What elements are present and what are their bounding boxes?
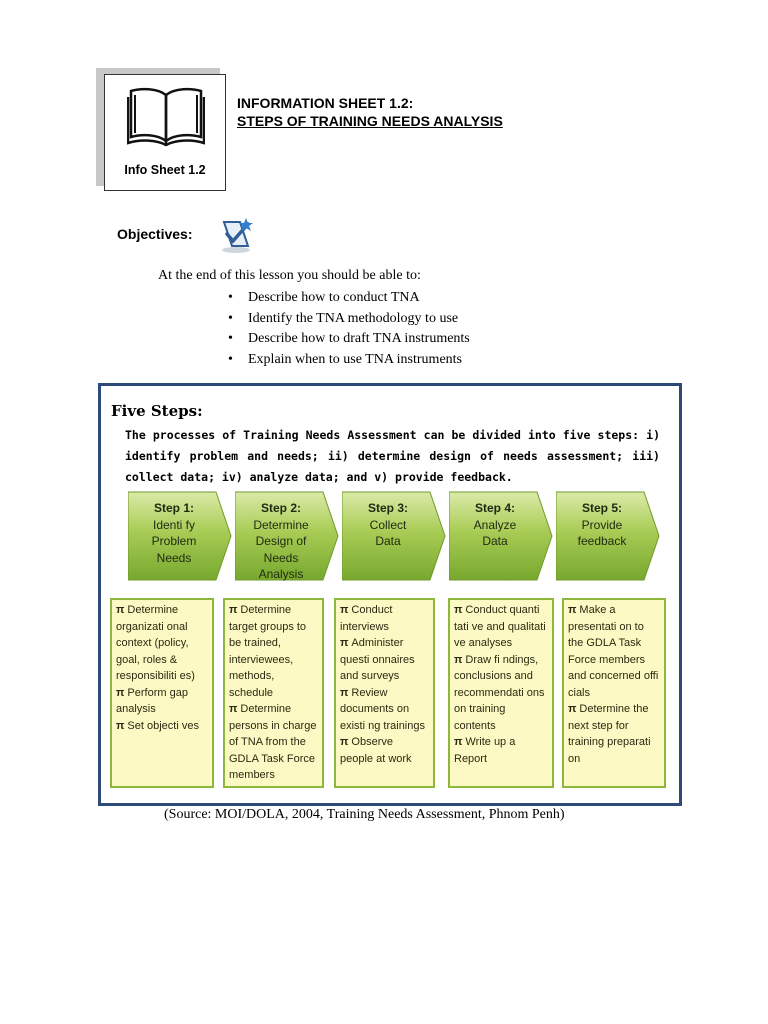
- step-detail-box-1: [110, 598, 214, 788]
- step-detail-item: π Administer questi onnaires and surveys: [340, 637, 415, 682]
- step-detail-item: π Perform gap analysis: [116, 686, 188, 715]
- step-arrow-label: [235, 500, 327, 583]
- pi-bullet-icon: π: [340, 686, 349, 699]
- step-name-line: Analyze: [473, 517, 517, 532]
- step-name-line: Data: [375, 534, 401, 548]
- step-detail-item: π Write up a Report: [454, 736, 516, 765]
- step-name-line: Needs: [156, 550, 192, 565]
- step-name-line: Data: [482, 534, 508, 548]
- step-arrow-4: [449, 490, 553, 582]
- objectives-list: [228, 288, 470, 370]
- step-arrow-2: [235, 490, 339, 582]
- pi-bullet-icon: π: [568, 703, 577, 715]
- step-name-line: Collect: [369, 517, 407, 532]
- sheet-title: INFORMATION SHEET 1.2:: [237, 95, 414, 111]
- objective-item: • Describe how to draft TNA instruments: [228, 329, 470, 350]
- step-detail-item: π Determine the next step for training preparati on: [568, 703, 651, 765]
- pi-bullet-icon: π: [454, 653, 463, 666]
- step-detail-item: π Review documents on existi ng trainings: [340, 686, 425, 732]
- pi-bullet-icon: π: [340, 736, 349, 748]
- step-detail-box-3: [334, 598, 435, 788]
- step-name-line: Analysis: [258, 567, 304, 581]
- step-detail-box-5: [562, 598, 666, 788]
- objective-item: • Explain when to use TNA instruments: [228, 350, 470, 371]
- pi-bullet-icon: π: [116, 604, 125, 616]
- step-arrow-label: [556, 500, 648, 550]
- step-arrow-label: [342, 500, 434, 550]
- step-name-line: Provide: [581, 517, 623, 532]
- five-steps-figure: [98, 383, 682, 806]
- step-arrow-3: [342, 490, 446, 582]
- step-detail-item: π Conduct interviews: [340, 604, 393, 633]
- objectives-heading: Objectives:: [117, 226, 193, 242]
- step-number: Step 2:: [260, 501, 301, 515]
- step-detail-item: π Determine persons in charge of TNA from the GDLA Task Force members: [229, 703, 317, 781]
- open-book-icon: [127, 85, 205, 147]
- step-detail-item: π Set objecti ves: [116, 719, 199, 732]
- step-arrow-label: [449, 500, 541, 550]
- step-detail-item: π Determine target groups to be trained, interviewees, methods, schedule: [229, 604, 307, 699]
- step-detail-item: π Determine organizati onal context (policy, goal, roles & responsibiliti es): [116, 604, 195, 682]
- step-number: Step 3:: [367, 501, 408, 515]
- step-number: Step 5:: [581, 501, 622, 515]
- source-citation: (Source: MOI/DOLA, 2004, Training Needs Assessment, Phnom Penh): [164, 807, 565, 822]
- step-number: Step 1:: [153, 501, 194, 515]
- info-sheet-badge: [104, 74, 226, 191]
- step-name-line: Problem: [151, 534, 197, 548]
- step-detail-item: π Draw fi ndings, conclusions and recommendati ons on training contents: [454, 653, 545, 732]
- figure-description: The processes of Training Needs Assessment can be divided into five steps: i) identify problem and needs; ii) determine design of needs assessment; iii) collect data; iv) analyze data; and v) provide feedback.: [125, 428, 660, 484]
- objective-item: • Describe how to conduct TNA: [228, 288, 470, 309]
- pi-bullet-icon: π: [340, 604, 349, 616]
- step-name-line: Needs: [263, 550, 299, 565]
- badge-label: Info Sheet 1.2: [124, 163, 206, 177]
- step-detail-box-2: [223, 598, 324, 788]
- pi-bullet-icon: π: [568, 604, 577, 616]
- step-name-line: Determine: [253, 517, 309, 532]
- step-arrow-label: [128, 500, 220, 566]
- step-number: Step 4:: [474, 501, 515, 515]
- step-name-line: feedback: [577, 534, 627, 548]
- step-name-line: Design of: [255, 534, 307, 548]
- step-detail-item: π Observe people at work: [340, 736, 412, 765]
- step-detail-item: π Make a presentati on to the GDLA Task Force members and concerned offi cials: [568, 604, 659, 699]
- step-arrow-5: [556, 490, 660, 582]
- pi-bullet-icon: π: [454, 604, 463, 616]
- pi-bullet-icon: π: [229, 703, 238, 715]
- pi-bullet-icon: π: [229, 604, 238, 616]
- pi-bullet-icon: π: [116, 719, 125, 732]
- objectives-intro: At the end of this lesson you should be able to:: [158, 268, 421, 283]
- pi-bullet-icon: π: [454, 736, 463, 748]
- sheet-subtitle: STEPS OF TRAINING NEEDS ANALYSIS: [237, 113, 503, 129]
- step-detail-item: π Conduct quanti tati ve and qualitati ve analyses: [454, 604, 546, 649]
- figure-title: Five Steps:: [111, 402, 203, 420]
- step-detail-box-4: [448, 598, 554, 788]
- step-arrow-1: [128, 490, 232, 582]
- step-name-line: Identi fy: [152, 517, 196, 532]
- objectives-checklist-icon: [218, 216, 258, 254]
- objective-item: • Identify the TNA methodology to use: [228, 309, 470, 330]
- pi-bullet-icon: π: [116, 686, 125, 699]
- pi-bullet-icon: π: [340, 637, 349, 649]
